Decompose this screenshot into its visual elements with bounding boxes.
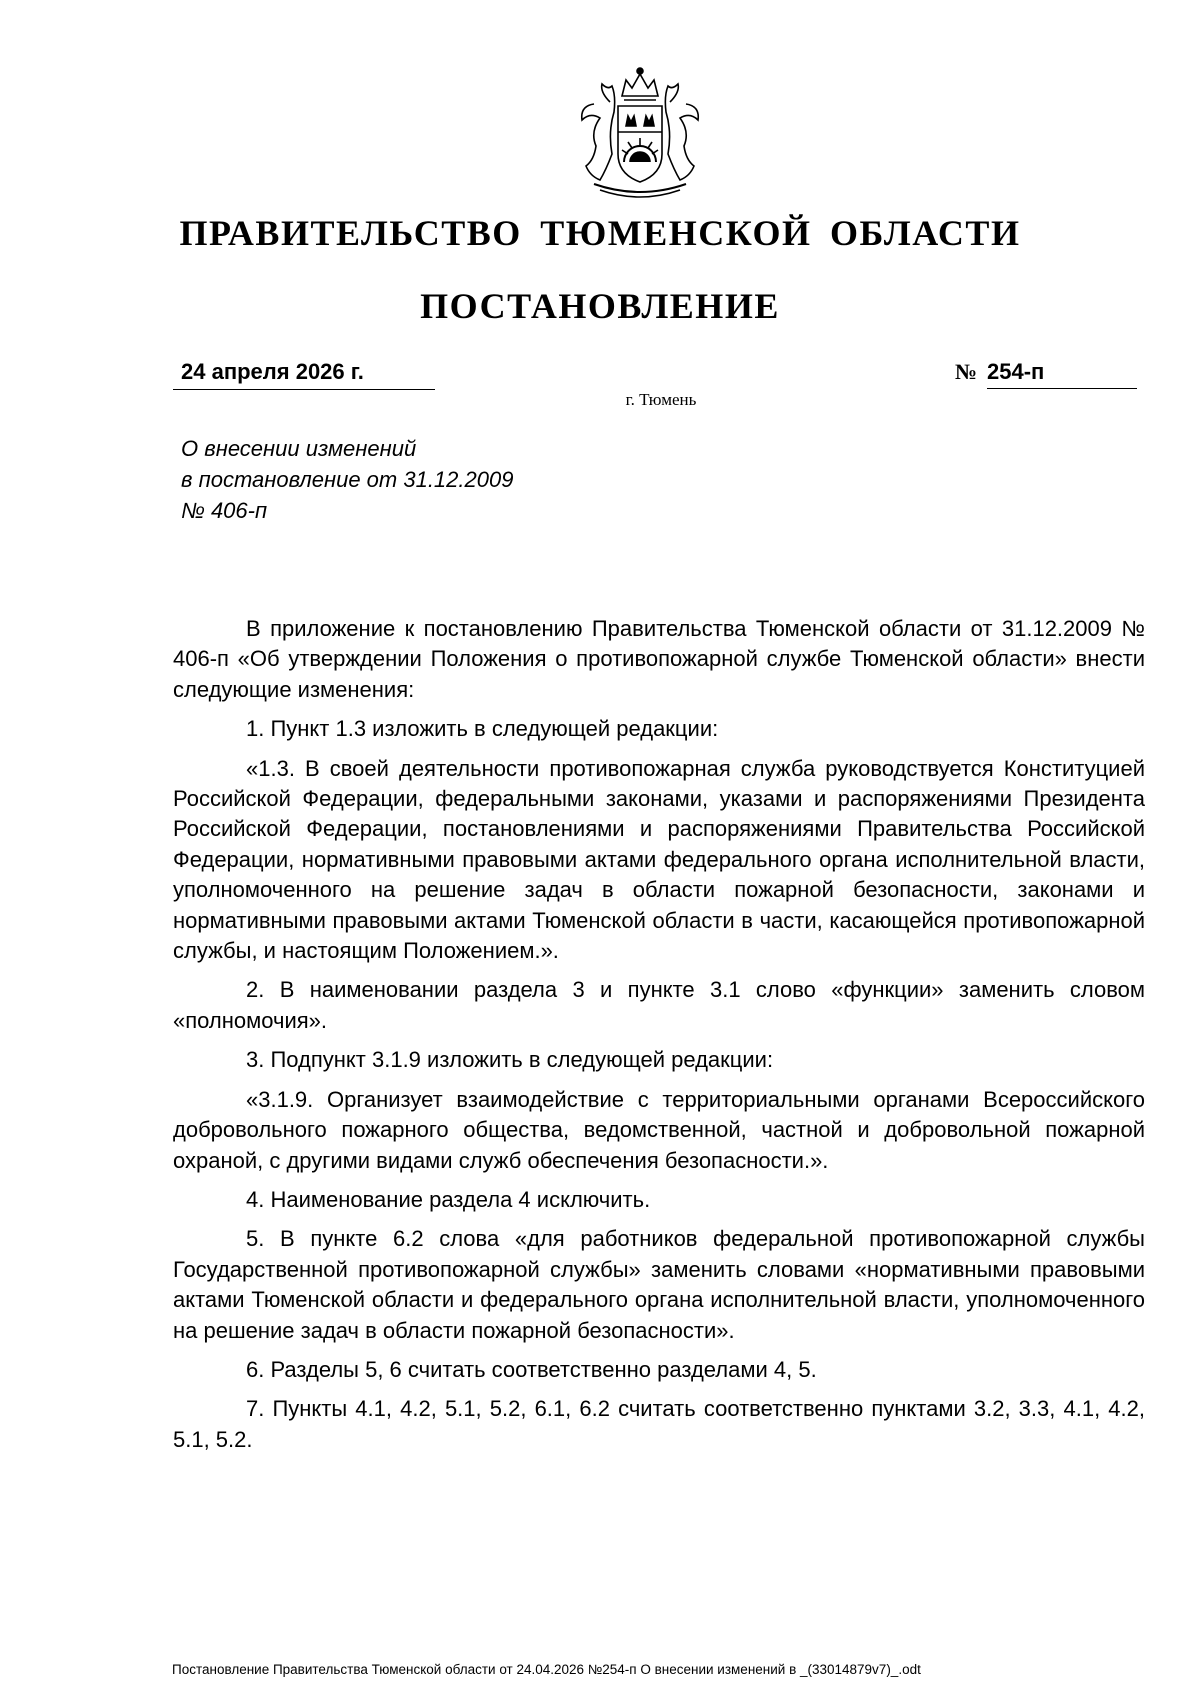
body-paragraph-item-2: 2. В наименовании раздела 3 и пункте 3.1 слово «функции» заменить словом «полномочия». [173,977,1145,1033]
body-paragraph-intro: В приложение к постановлению Правительства Тюменской области от 31.12.2009 № 406-п «Об утверждении Положения о противопожарной службе Тюменской области» внести следующие изменения: [173,616,1145,702]
body-paragraph-quote-1-3: «1.3. В своей деятельности противопожарная служба руководствуется Конституцией Российской Федерации, федеральными законами, указами и распоряжениями Президента Российской Федерации, постановлениями и распоряжениями Правительства Российской Федерации, нормативными правовыми актами федерального органа исполнительной власти, уполномоченного на решение задач в области пожарной безопасности, законами и нормативными правовыми актами Тюменской области в части, касающейся противопожарной службы, и настоящим Положением.». [173,755,1145,964]
document-type: ПОСТАНОВЛЕНИЕ [420,286,780,326]
document-number: 254-п [987,358,1137,389]
subject-line: № 406-п [181,498,268,523]
footer-filename: Постановление Правительства Тюменской области от 24.04.2026 №254-п О внесении изменений в _(33014879v7)_.odt [172,1662,921,1677]
body-paragraph-quote-3-1-9: «3.1.9. Организует взаимодействие с территориальными органами Всероссийского добровольного пожарного общества, ведомственной, частной и добровольной пожарной охраной, с другими видами служб обеспечения безопасности.». [173,1086,1145,1173]
body-paragraph-item-5: 5. В пункте 6.2 слова «для работников федеральной противопожарной службы Государственной противопожарной службы» заменить словами «нормативными правовыми актами Тюменской области и федерального органа исполнительной власти, уполномоченного на решение задач в области пожарной безопасности». [173,1226,1145,1343]
body-paragraph-item-1: 1. Пункт 1.3 изложить в следующей редакции: [246,716,719,742]
subject-line: в постановление от 31.12.2009 [181,467,514,492]
body-paragraph-item-4: 4. Наименование раздела 4 исключить. [246,1186,651,1212]
number-sign: № [955,359,978,384]
government-title: ПРАВИТЕЛЬСТВО ТЮМЕНСКОЙ ОБЛАСТИ [179,213,1021,253]
subject-line: О внесении изменений [181,436,417,461]
document-number-block [955,358,1137,390]
city-label: г. Тюмень [625,390,697,409]
document-subject [181,433,741,526]
body-paragraph-item-6: 6. Разделы 5, 6 считать соответственно разделами 4, 5. [246,1356,817,1382]
body-paragraph-item-7: 7. Пункты 4.1, 4.2, 5.1, 5.2, 6.1, 6.2 считать соответственно пунктами 3.2, 3.3, 4.1, 4.2, 5.1, 5.2. [173,1396,1145,1452]
coat-of-arms-emblem [560,62,720,204]
body-paragraph-item-3: 3. Подпункт 3.1.9 изложить в следующей редакции: [246,1047,774,1073]
document-body [173,614,1145,1464]
document-date: 24 апреля 2026 г. [173,358,435,390]
